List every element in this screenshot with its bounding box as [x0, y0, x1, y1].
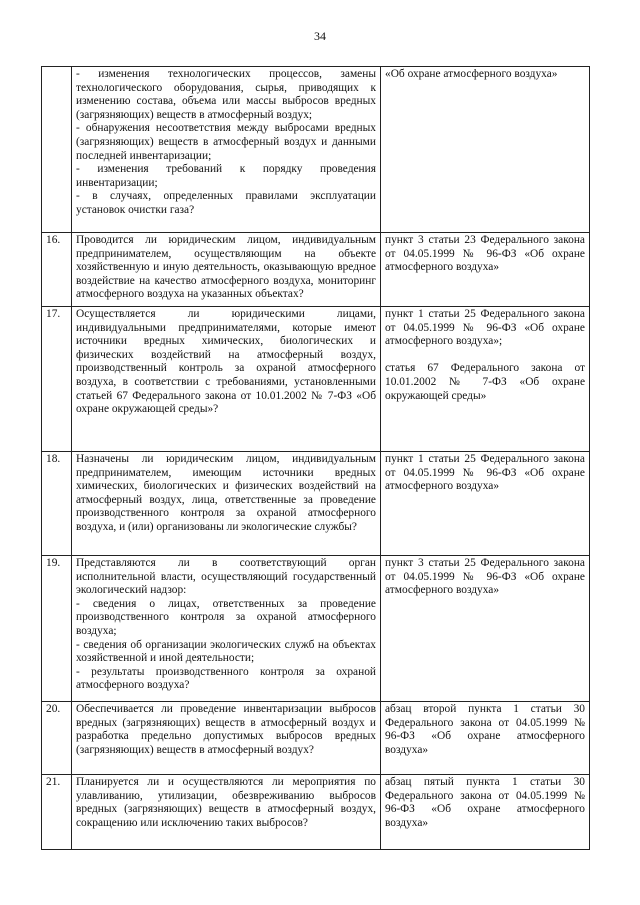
table-row — [42, 452, 590, 556]
row-number: 21. — [42, 775, 72, 850]
reference-spacer — [385, 349, 585, 363]
question-text: Назначены ли юридическим лицом, индивидуальным предпринимателем, имеющим источники вредных химических, биологических и физических воздействий на атмосферный воздух, лица, ответственные за проведение производственного контроля за охраной атмосферного воздуха, и (или) организованы ли экологические службы? — [72, 452, 381, 556]
legal-reference — [381, 775, 590, 850]
table-row — [42, 307, 590, 452]
page-number: 34 — [314, 29, 326, 43]
row-number: 19. — [42, 556, 72, 702]
table-row — [42, 775, 590, 850]
legal-reference-text: «Об охране атмосферного воздуха» — [385, 68, 558, 80]
legal-reference-text: пункт 3 статьи 23 Федерального закона от 04.05.1999 № 96-ФЗ «Об охране атмосферного воздуха» — [385, 234, 585, 274]
legal-reference-text: пункт 1 статьи 25 Федерального закона от 04.05.1999 № 96-ФЗ «Об охране атмосферного воздуха» — [385, 453, 585, 493]
legal-reference — [381, 452, 590, 556]
row-number: 16. — [42, 233, 72, 307]
legal-reference — [381, 556, 590, 702]
legal-reference-text: пункт 1 статьи 25 Федерального закона от 04.05.1999 № 96-ФЗ «Об охране атмосферного воздуха»; — [385, 308, 585, 348]
table-row — [42, 556, 590, 702]
question-text: Планируется ли и осуществляются ли мероприятия по улавливанию, утилизации, обезвреживанию выбросов вредных (загрязняющих) веществ в атмосферный воздух, сокращению или исключению таких выбросов? — [72, 775, 381, 850]
legal-reference — [381, 702, 590, 775]
legal-reference-text: абзац второй пункта 1 статьи 30 Федерального закона от 04.05.1999 № 96-ФЗ «Об охране атмосферного воздуха» — [385, 703, 585, 756]
question-text: Проводится ли юридическим лицом, индивидуальным предпринимателем, осуществляющим на объекте хозяйственную и иную деятельность, оказывающую вредное воздействие на качество атмосферного воздуха, мониторинг атмосферного воздуха на указанных объектах? — [72, 233, 381, 307]
row-number — [42, 67, 72, 233]
legal-reference — [381, 233, 590, 307]
question-text: Осуществляется ли юридическими лицами, индивидуальными предпринимателями, которые имеют источники вредных химических, биологических и физических воздействий на атмосферный воздух, производственный контроль за охраной атмосферного воздуха, в соответствии с требованиями, установленными статьей 67 Федерального закона от 10.01.2002 № 7-ФЗ «Об охране окружающей среды»? — [72, 307, 381, 452]
legal-reference — [381, 67, 590, 233]
question-text: - изменения технологических процессов, замены технологического оборудования, сырья, приводящих к изменению состава, объема или массы выбросов вредных (загрязняющих) веществ в атмосферный воздух; - обнаружения несоответствия между выбросами вредных (загрязняющих) веществ в атмосферный воздух и данными последней инвентаризации; - изменения требований к порядку проведения инвентаризации; - в случаях, определенных правилами эксплуатации установок очистки газа? — [72, 67, 381, 233]
row-number: 17. — [42, 307, 72, 452]
question-text: Обеспечивается ли проведение инвентаризации выбросов вредных (загрязняющих) веществ в атмосферный воздух и разработка предельно допустимых выбросов вредных (загрязняющих) веществ в атмосферный воздух? — [72, 702, 381, 775]
row-number: 20. — [42, 702, 72, 775]
table-row — [42, 67, 590, 233]
table-row — [42, 702, 590, 775]
question-text: Представляются ли в соответствующий орган исполнительной власти, осуществляющий государственный экологический надзор: - сведения о лицах, ответственных за проведение производственного контроля за охраной атмосферного воздуха; - сведения об организации экологических служб на объектах хозяйственной и иной деятельности; - результаты производственного контроля за охраной атмосферного воздуха? — [72, 556, 381, 702]
legal-reference — [381, 307, 590, 452]
row-number: 18. — [42, 452, 72, 556]
table-row — [42, 233, 590, 307]
checklist-table — [41, 66, 590, 850]
legal-reference-text: пункт 3 статьи 25 Федерального закона от 04.05.1999 № 96-ФЗ «Об охране атмосферного воздуха» — [385, 557, 585, 597]
legal-reference-text: статья 67 Федерального закона от 10.01.2002 № 7-ФЗ «Об охране окружающей среды» — [385, 362, 585, 402]
legal-reference-text: абзац пятый пункта 1 статьи 30 Федерального закона от 04.05.1999 № 96-ФЗ «Об охране атмосферного воздуха» — [385, 776, 585, 829]
